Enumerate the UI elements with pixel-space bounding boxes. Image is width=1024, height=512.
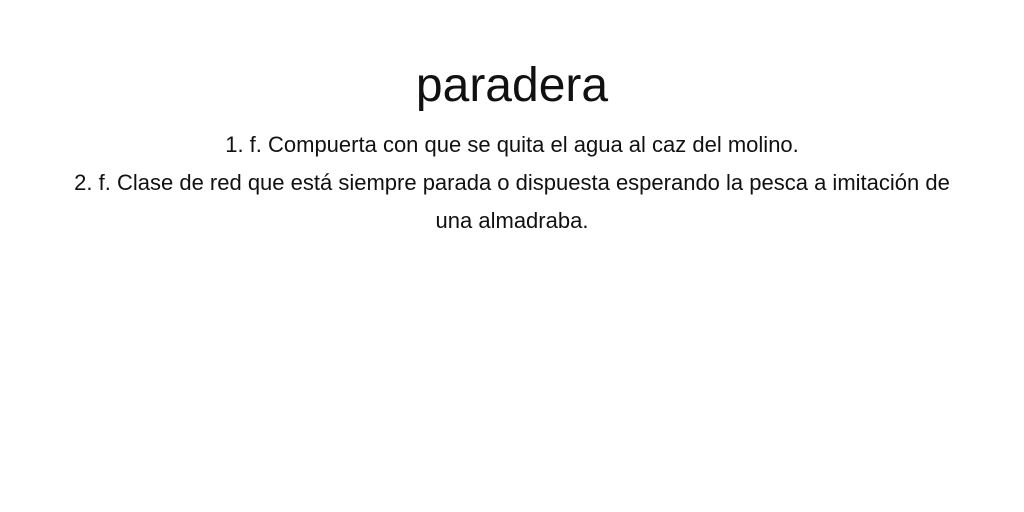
definition-item: 2. f. Clase de red que está siempre parada o dispuesta esperando la pesca a imitación de una almadraba.	[74, 170, 950, 233]
headword: paradera	[415, 59, 609, 112]
definition-item: 1. f. Compuerta con que se quita el agua al caz del molino.	[225, 132, 799, 157]
definition-list	[62, 126, 962, 240]
